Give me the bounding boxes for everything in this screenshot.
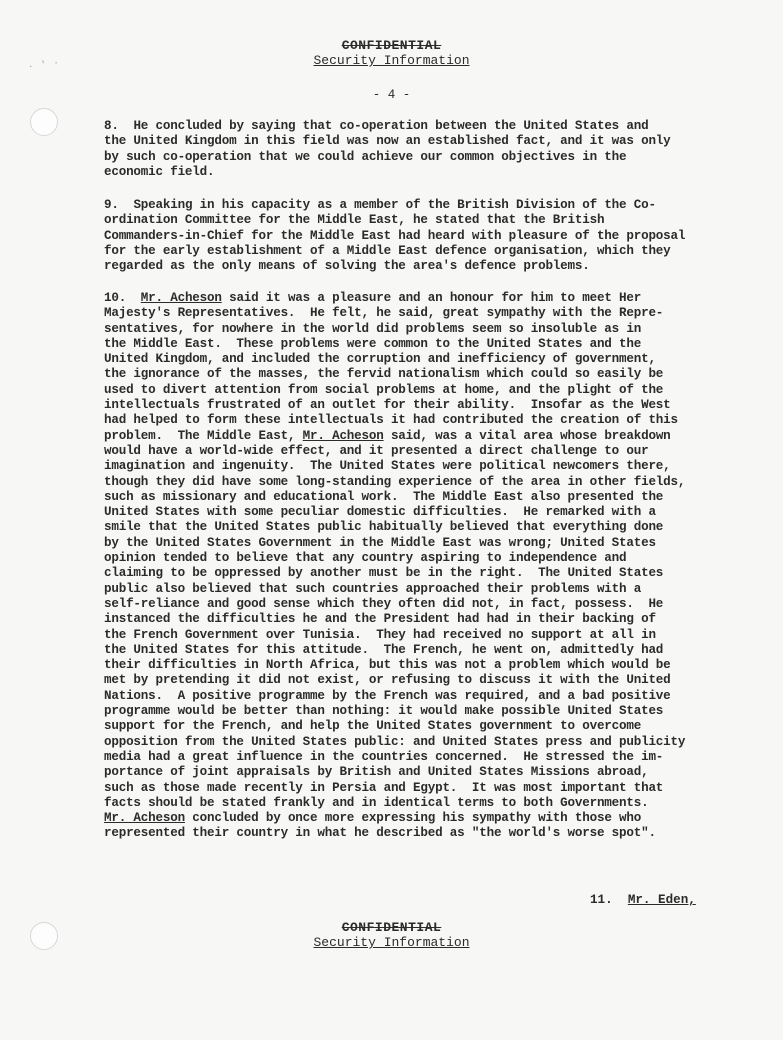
page-number: - 4 - <box>372 88 411 102</box>
next-paragraph-number: 11. <box>590 893 613 907</box>
paragraph-10-speaker: Mr. Acheson <box>140 291 222 305</box>
header-security-information: Security Information <box>313 53 470 68</box>
paragraph-10-number: 10. <box>104 291 127 305</box>
header-classification <box>0 38 783 68</box>
header-confidential-stamp: CONFIDENTIAL <box>341 38 442 53</box>
footer-confidential-stamp: CONFIDENTIAL <box>341 920 442 935</box>
paragraph-10-text-b: said, was a vital area whose breakdown would have a world-wide effect, and it presented a direct challenge to our imagination and ingenuity. The United States were political newcomers there, though they did have some long-standing experience of the area in other fields, such as missionary and educational work. The Middle East also presented the United States with some peculiar domestic difficulties. He remarked with a smile that the United States public habitually believed that everything done by the United States Government in the Middle East was wrong; United States opinion tended to believe that any country aspiring to independence and claiming to be oppressed by another must be in the right. The United States public also believed that such countries approached their problems with a self-reliance and good sense which they often did not, in fact, possess. He instanced the difficulties he and the President had had in their backing of the French Government over Tunisia. They had received no support at all in the United States for this attitude. The French, he went on, admittedly had their difficulties in North Africa, but this was not a problem which would be met by pretending it did not exist, or refusing to discuss it with the United Nations. A positive programme by the French was required, and a bad positive programme would be better than nothing: it would make possible United States support for the French, and help the United States government to overcome opposition from the United States public: and United States press and publicity media had a great influence in the countries concerned. He stressed the im- portance of joint appraisals by British and United States Missions abroad, such as those made recently in Persia and Egypt. It was most important that facts should be stated frankly and in identical terms to both Governments. <box>104 428 686 810</box>
paragraph-10-text-c: concluded by once more expressing his sympathy with those who represented their country in what he described as "the world's worse spot". <box>104 811 656 841</box>
next-paragraph-catchword <box>590 893 696 907</box>
paragraph-10-text-a: said it was a pleasure and an honour for him to meet Her Majesty's Representatives. He felt, he said, great sympathy with the Repre- sentatives, for nowhere in the world did problems seem so insoluble as in the Middle East. These problems were common to the United States and the United Kingdom, and included the corruption and inefficiency of government, the ignorance of the masses, the fervid nationalism which could so easily be used to divert attention from social problems at home, and the plight of the intellectuals frustrated of an outlet for their ability. Insofar as the West had helped to form these intellectuals it had contributed the creation of this problem. The Middle East, <box>104 291 678 443</box>
paragraph-8 <box>104 119 754 180</box>
paragraph-8-number: 8. <box>104 119 119 133</box>
paragraph-10 <box>104 291 754 842</box>
paragraph-10-speaker-3: Mr. Acheson <box>104 811 185 826</box>
paragraph-9 <box>104 198 754 274</box>
footer-classification <box>0 920 783 950</box>
paragraph-10-speaker-2: Mr. Acheson <box>302 428 384 443</box>
paragraph-9-number: 9. <box>104 198 119 212</box>
paragraph-8-text: He concluded by saying that co-operation between the United States and the United Kingdom in this field was now an established fact, and it was only by such co-operation that we could achieve our common objectives in the economic field. <box>104 119 671 179</box>
punch-hole-top <box>30 108 58 136</box>
paragraph-9-text: Speaking in his capacity as a member of the British Division of the Co- ordination Committee for the Middle East, he stated that the British Commanders-in-Chief for the Middle East had heard with pleasure of the proposal for the early establishment of a Middle East defence organisation, which they regarded as the only means of solving the area's defence problems. <box>104 198 686 274</box>
footer-security-information: Security Information <box>313 935 470 950</box>
margin-mark: · ' · <box>27 57 61 73</box>
next-paragraph-speaker: Mr. Eden, <box>627 893 696 907</box>
